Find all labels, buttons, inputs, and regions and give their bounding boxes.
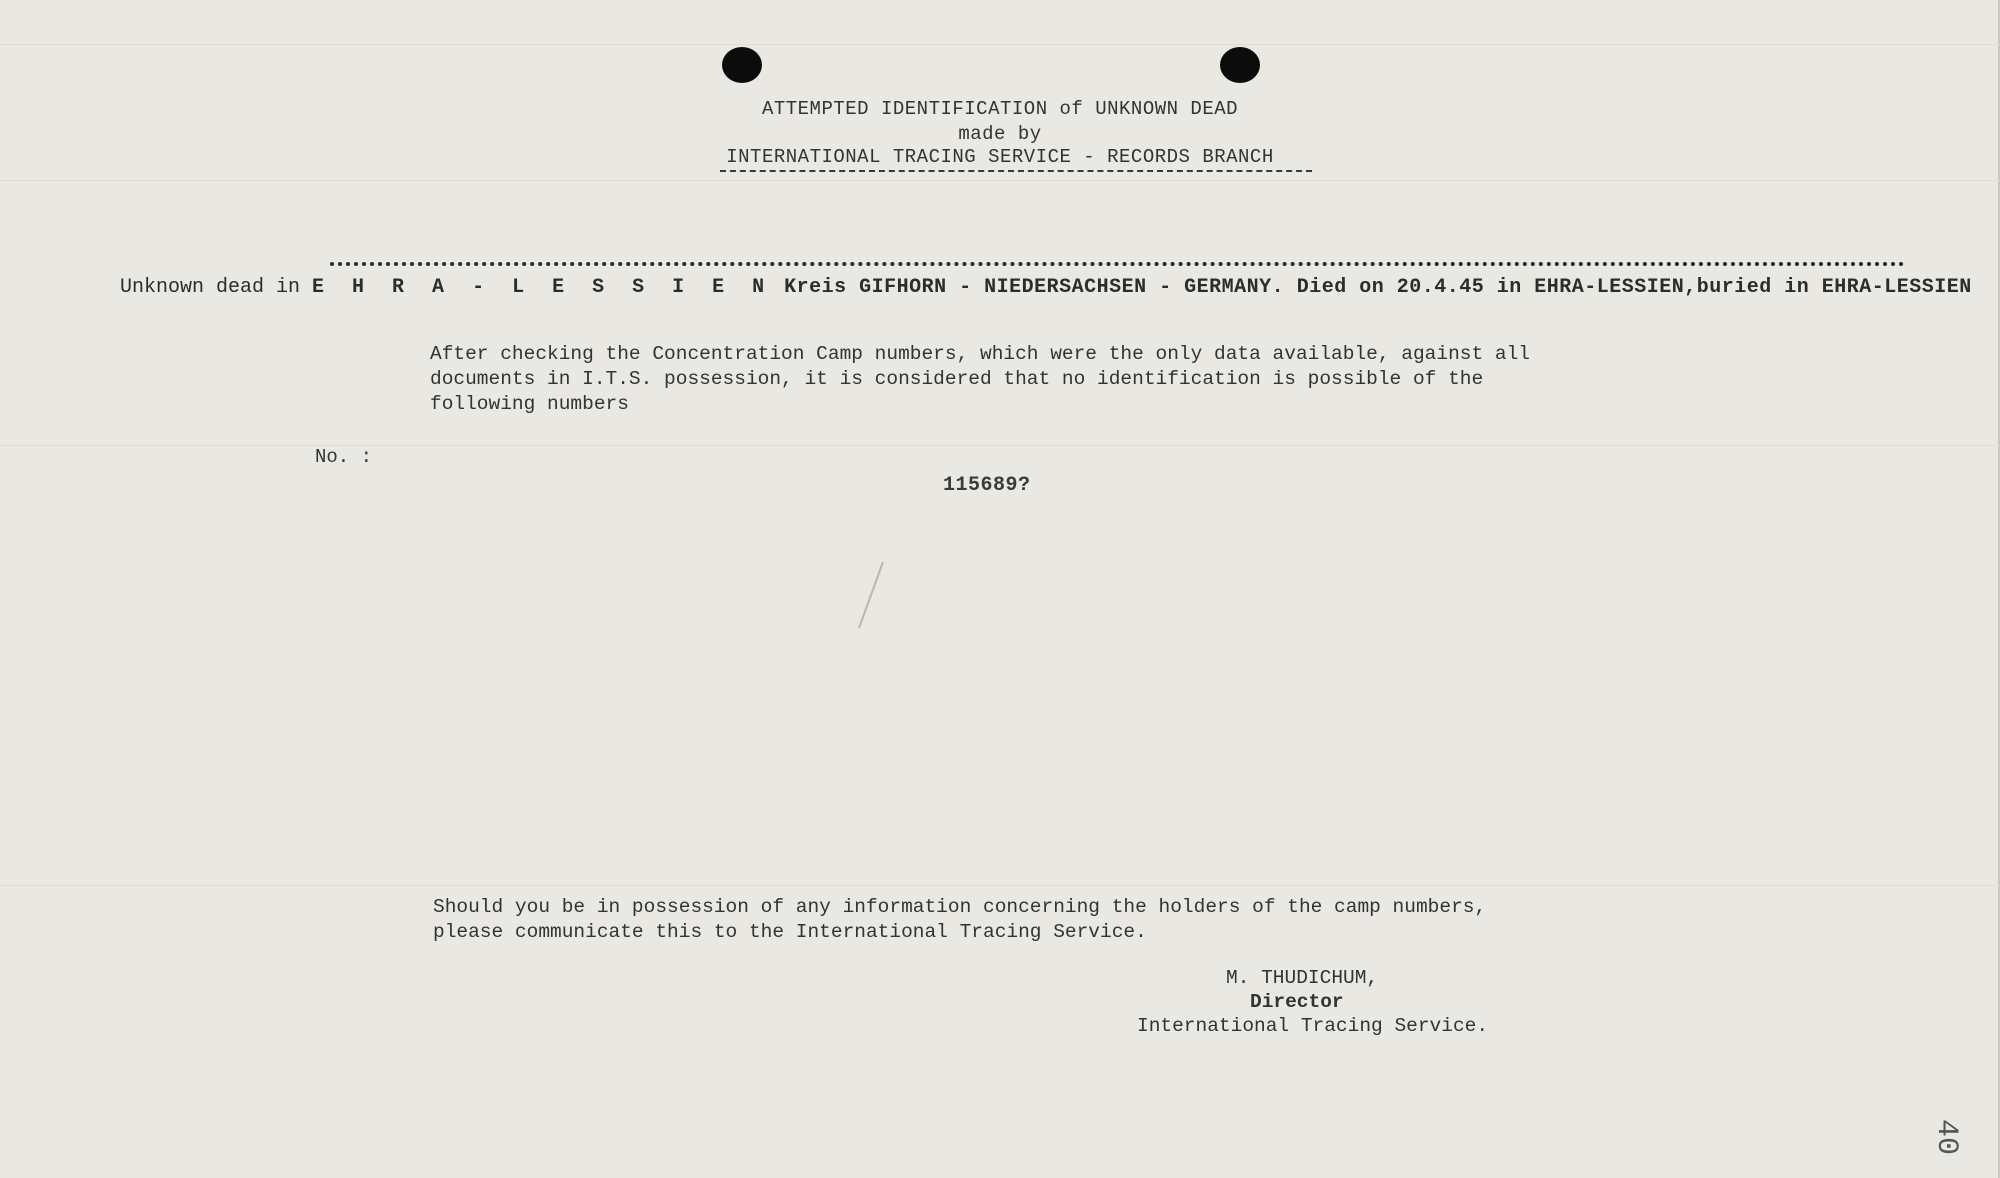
signature-name: M. THUDICHUM, [1226,967,1379,989]
unknown-dead-details: Kreis GIFHORN - NIEDERSACHSEN - GERMANY. Died on 20.4.45 in EHRA-LESSIEN,buried in EHRA-LESSIEN [784,276,1972,299]
unknown-dead-label: Unknown dead in [120,276,301,299]
footer-line-2: please communicate this to the International Tracing Service. [433,921,1147,943]
camp-number: 115689? [943,474,1031,497]
punch-hole-right [1220,47,1260,83]
body-line-3: following numbers [430,393,629,415]
punch-hole-left [722,47,762,83]
footer-line-1: Should you be in possession of any information concerning the holders of the camp numbers, [433,896,1487,918]
signature-organization: International Tracing Service. [1137,1015,1489,1037]
body-line-1: After checking the Concentration Camp numbers, which were the only data available, against all [430,343,1530,365]
header-underline [720,170,1312,172]
signature-title: Director [1250,991,1344,1013]
card-rule [0,445,2000,446]
header-organization: INTERNATIONAL TRACING SERVICE - RECORDS BRANCH [726,146,1274,168]
pencil-mark [858,562,884,628]
card-rule [0,180,2000,181]
header-title: ATTEMPTED IDENTIFICATION of UNKNOWN DEAD [761,98,1239,120]
page-number: 40 [1929,1118,1964,1156]
header-made-by: made by [958,123,1042,145]
body-line-2: documents in I.T.S. possession, it is considered that no identification is possible of the [430,368,1484,390]
unknown-dead-place: E H R A - L E S S I E N [312,276,773,299]
numbers-label: No. : [315,446,373,468]
dotted-fill-line [330,262,1905,266]
card-rule [0,44,2000,45]
unknown-dead-line [120,276,1972,299]
card-rule [0,885,2000,886]
